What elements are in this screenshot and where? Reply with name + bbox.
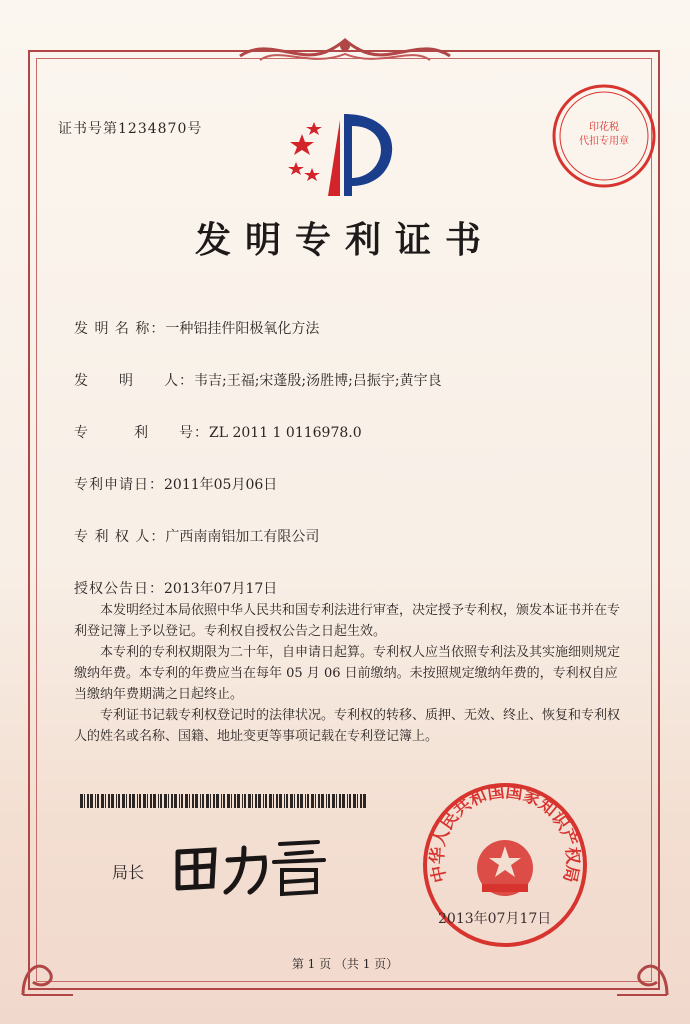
patentee-field (74, 526, 319, 546)
barcode-icon (80, 794, 370, 808)
field-label: 专 利 号： (74, 425, 209, 441)
page-number: 第 1 页 （共 1 页） (291, 957, 399, 971)
svg-text:代扣专用章: 代扣专用章 (579, 136, 629, 147)
certificate-number: 证书号第1234870号 (58, 121, 203, 137)
field-label: 发 明 人： (74, 373, 194, 389)
field-label: 授权公告日： (74, 581, 164, 597)
director-label: 局长 (112, 863, 145, 882)
field-label: 专 利 权 人： (74, 529, 166, 545)
field-label: 专利申请日： (74, 477, 164, 493)
field-value: 一种铝挂件阳极氧化方法 (165, 321, 320, 337)
invention-name-field (74, 318, 319, 338)
certificate-title: 发明专利证书 (194, 219, 495, 261)
body-paragraph: 专利证书记载专利权登记时的法律状况。专利权的转移、质押、无效、终止、恢复和专利权人的姓名或名称、国籍、地址变更等事项记载在专利登记簿上。 (74, 708, 621, 744)
filing-date-field (74, 474, 277, 494)
svg-text:印花税: 印花税 (589, 122, 619, 133)
director-signature (170, 830, 330, 900)
field-value: ZL 2011 1 0116978.0 (209, 425, 362, 441)
tax-stamp-seal-icon (550, 82, 658, 190)
issue-date: 2013年07月17日 (438, 911, 552, 927)
field-value: 2013年07月17日 (164, 581, 278, 597)
patent-office-logo-icon (282, 104, 402, 204)
certificate-body (74, 600, 620, 747)
grant-date-field (74, 578, 277, 598)
field-value: 2011年05月06日 (164, 477, 278, 493)
inventors-field (74, 370, 442, 390)
patent-number-field (74, 422, 362, 442)
field-value: 韦吉;王福;宋蓬殷;汤胜博;吕振宇;黄宇良 (194, 373, 442, 389)
seal-text: 中华人民共和国国家知识产权局 (427, 781, 583, 885)
field-value: 广西南南铝加工有限公司 (165, 529, 320, 545)
top-ornament-icon (230, 36, 460, 70)
body-paragraph: 本发明经过本局依照中华人民共和国专利法进行审查，决定授予专利权，颁发本证书并在专利登记簿上予以登记。专利权自授权公告之日起生效。 (74, 603, 621, 639)
field-label: 发 明 名 称： (74, 321, 166, 337)
body-paragraph: 本专利的专利权期限为二十年，自申请日起算。专利权人应当依照专利法及其实施细则规定缴纳年费。本专利的年费应当在每年 05 月 06 日前缴纳。未按照规定缴纳年费的，专利权自应当缴纳年费期满之日起终止。 (74, 645, 621, 702)
